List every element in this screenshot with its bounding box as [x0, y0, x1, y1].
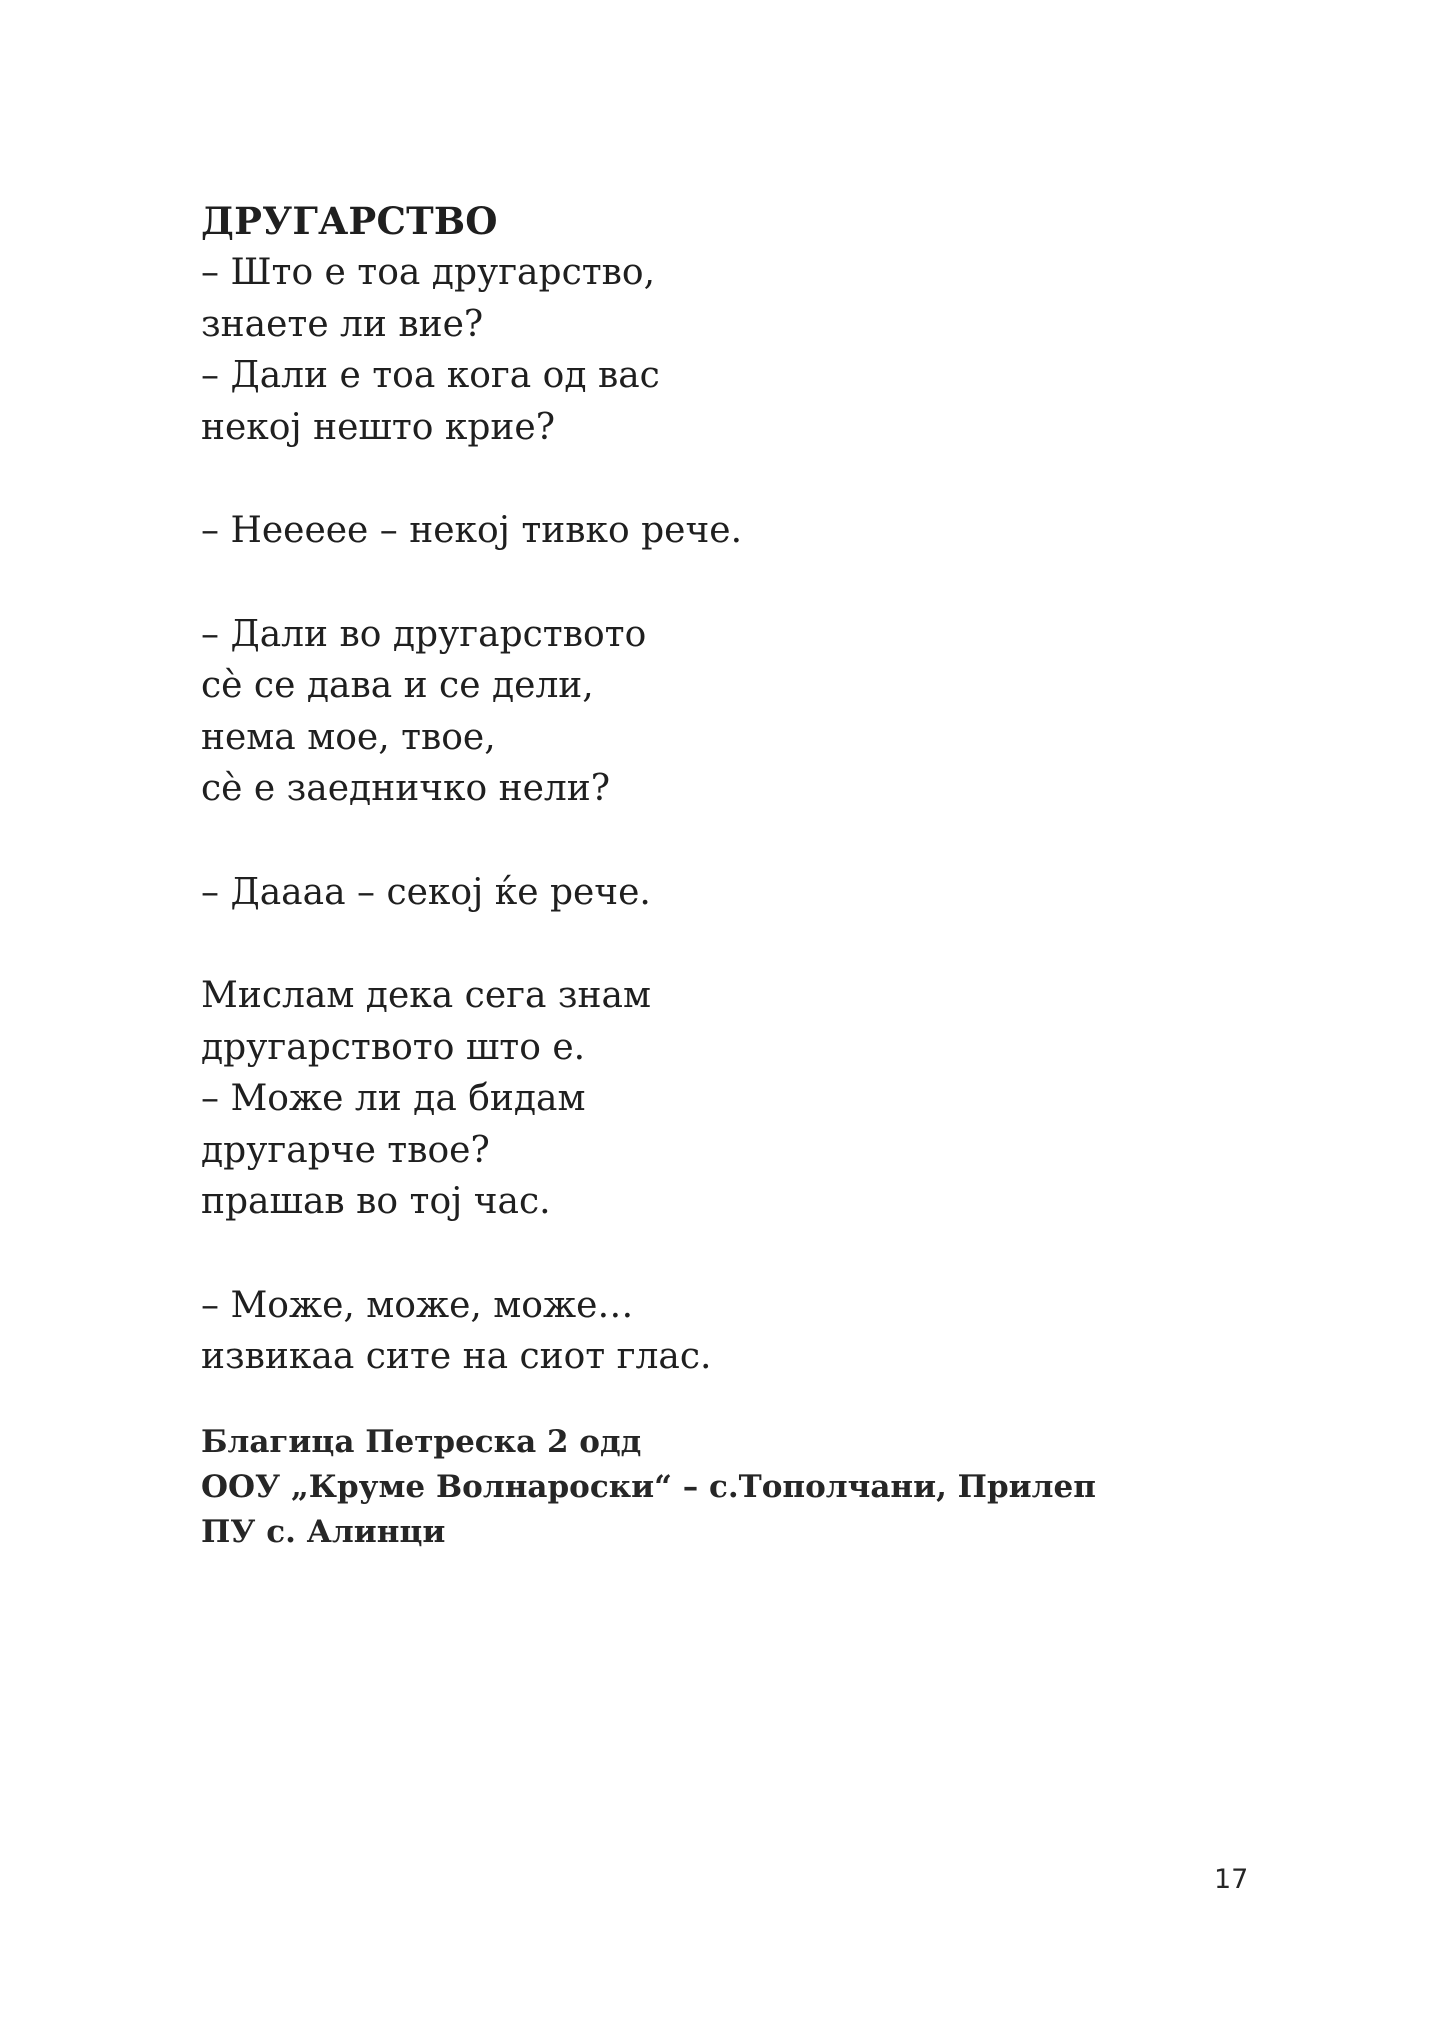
- author-school: ООУ „Круме Волнароски“ – с.Тополчани, Прилеп: [201, 1469, 1096, 1505]
- poem-line: знаете ли вие?: [201, 303, 484, 345]
- page-number: 17: [1214, 1864, 1249, 1895]
- poem-line: другарче твое?: [201, 1129, 490, 1171]
- poem-line: сè се дава и се дели,: [201, 665, 594, 706]
- poem-line: прашав во тој час.: [201, 1181, 551, 1222]
- poem-line: – Може ли да бидам: [201, 1078, 586, 1119]
- poem-line: некој нешто крие?: [201, 406, 556, 448]
- poem-line: другарството што е.: [201, 1026, 586, 1068]
- author-name: Благица Петреска 2 одд: [201, 1424, 642, 1460]
- poem-line: извикаа сите на сиот глас.: [201, 1336, 712, 1377]
- poem-line: – Нееееe – некој тивко рече.: [201, 510, 743, 551]
- poem-title: ДРУГАРСТВО: [201, 199, 498, 243]
- poem-line: – Дали во другарството: [201, 613, 647, 655]
- poem-line: – Што е тоа другарство,: [201, 252, 656, 293]
- poem: [201, 195, 1201, 1383]
- poem-line: Мислам дека сега знам: [201, 975, 651, 1016]
- stanza-2: [201, 505, 1201, 557]
- stanza-6: [201, 1280, 1201, 1383]
- poem-line: сè е заедничко нели?: [201, 768, 611, 809]
- author-signature: [201, 1420, 1096, 1555]
- author-unit: ПУ с. Алинци: [201, 1514, 446, 1550]
- stanza-3: [201, 609, 1201, 815]
- stanza-5: [201, 970, 1201, 1228]
- poem-line: – Може, може, може…: [201, 1284, 634, 1326]
- poem-line: нема мое, твое,: [201, 716, 496, 758]
- stanza-4: [201, 867, 1201, 919]
- poem-line: – Даааа – секој ќе рече.: [201, 871, 651, 913]
- stanza-1: [201, 247, 1201, 453]
- poem-line: – Дали е тоа кога од вас: [201, 355, 660, 396]
